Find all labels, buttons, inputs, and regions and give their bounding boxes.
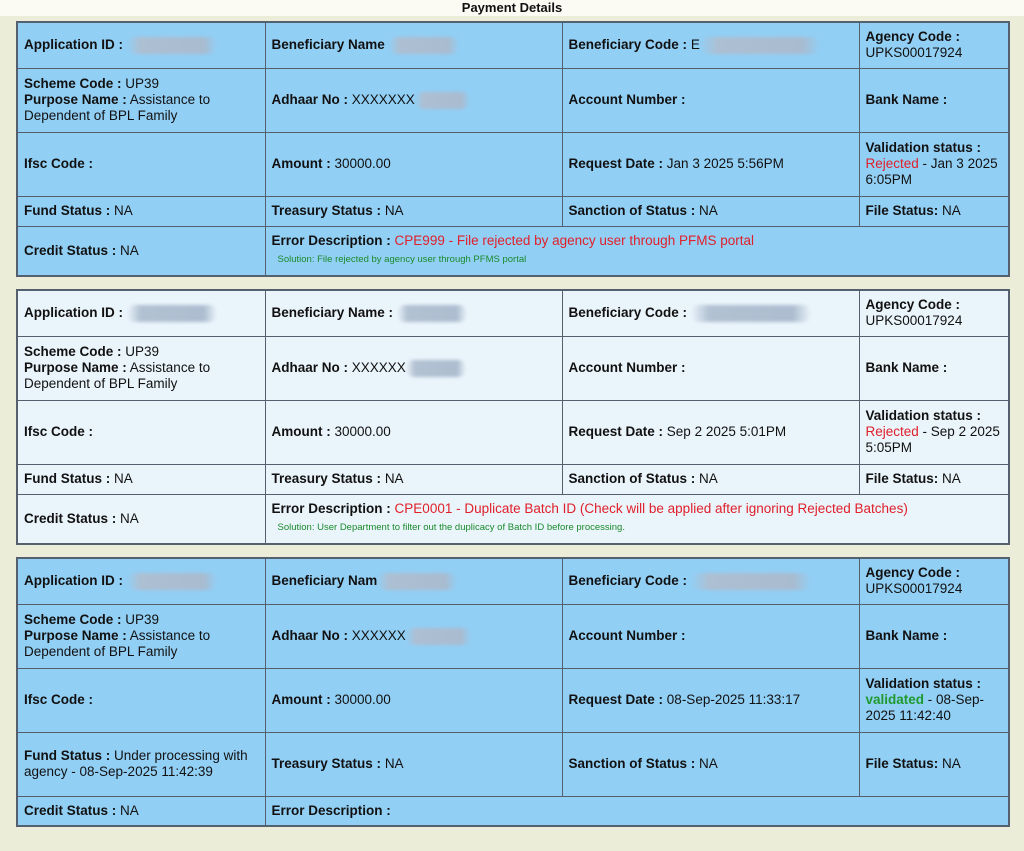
bank-name-cell: Bank Name : bbox=[859, 68, 1009, 132]
beneficiary-code-cell: Beneficiary Code : bbox=[562, 558, 859, 604]
redacted-adhaar bbox=[406, 628, 471, 645]
sanction-status-cell: Sanction of Status : NA bbox=[562, 196, 859, 226]
amount-cell: Amount : 30000.00 bbox=[265, 132, 562, 196]
agency-code-cell: Agency Code : UPKS00017924 bbox=[859, 290, 1009, 336]
application-id-cell: Application ID : bbox=[17, 290, 265, 336]
redacted-beneficiary-code bbox=[691, 305, 811, 322]
redacted-beneficiary-name bbox=[389, 37, 459, 54]
redacted-application-id bbox=[127, 37, 217, 54]
sanction-status-cell: Sanction of Status : NA bbox=[562, 732, 859, 796]
request-date-cell: Request Date : Sep 2 2025 5:01PM bbox=[562, 400, 859, 464]
credit-status-cell: Credit Status : NA bbox=[17, 494, 265, 544]
file-status-cell: File Status: NA bbox=[859, 464, 1009, 494]
validation-state: validated bbox=[865, 692, 925, 707]
solution-text: Solution: File rejected by agency user through PFMS portal bbox=[277, 254, 527, 266]
page-title: Payment Details bbox=[0, 0, 1024, 16]
validation-state: Rejected bbox=[865, 156, 919, 171]
payment-table bbox=[16, 21, 1010, 277]
error-description-cell: Error Description : bbox=[265, 796, 1009, 826]
error-text: CPE0001 - Duplicate Batch ID (Check will be applied after ignoring Rejected Batches) bbox=[394, 501, 908, 517]
solution-text: Solution: User Department to filter out the duplicacy of Batch ID before processing. bbox=[277, 522, 625, 534]
scheme-purpose-cell: Scheme Code : UP39 Purpose Name : Assistance to Dependent of BPL Family bbox=[17, 604, 265, 668]
payment-record-3 bbox=[16, 557, 1008, 827]
error-description-cell: Error Description : CPE999 - File rejected by agency user through PFMS portal Solution: File rejected by agency user through PFMS portal bbox=[265, 226, 1009, 276]
redacted-adhaar bbox=[415, 92, 470, 109]
agency-code-cell: Agency Code : UPKS00017924 bbox=[859, 22, 1009, 68]
file-status-cell: File Status: NA bbox=[859, 196, 1009, 226]
payment-table bbox=[16, 557, 1010, 827]
fund-status-cell: Fund Status : Under processing with agency - 08-Sep-2025 11:42:39 bbox=[17, 732, 265, 796]
account-number-cell: Account Number : bbox=[562, 604, 859, 668]
validation-status-cell: Validation status : validated - 08-Sep-2025 11:42:40 bbox=[859, 668, 1009, 732]
redacted-beneficiary-code bbox=[691, 573, 811, 590]
payment-record-2 bbox=[16, 289, 1008, 545]
request-date-cell: Request Date : 08-Sep-2025 11:33:17 bbox=[562, 668, 859, 732]
application-id-cell: Application ID : bbox=[17, 558, 265, 604]
redacted-application-id bbox=[127, 305, 217, 322]
agency-code-cell: Agency Code : UPKS00017924 bbox=[859, 558, 1009, 604]
payment-table bbox=[16, 289, 1010, 545]
validation-status-cell: Validation status : Rejected - Jan 3 2025 6:05PM bbox=[859, 132, 1009, 196]
scheme-purpose-cell: Scheme Code : UP39 Purpose Name : Assistance to Dependent of BPL Family bbox=[17, 336, 265, 400]
redacted-adhaar bbox=[406, 360, 466, 377]
redacted-beneficiary-name bbox=[377, 573, 457, 590]
adhaar-cell: Adhaar No : XXXXXXX bbox=[265, 68, 562, 132]
credit-status-cell: Credit Status : NA bbox=[17, 226, 265, 276]
fund-status-cell: Fund Status : NA bbox=[17, 464, 265, 494]
fund-status-cell: Fund Status : NA bbox=[17, 196, 265, 226]
beneficiary-name-cell: Beneficiary Nam bbox=[265, 558, 562, 604]
beneficiary-name-cell: Beneficiary Name bbox=[265, 22, 562, 68]
adhaar-cell: Adhaar No : XXXXXX bbox=[265, 604, 562, 668]
bank-name-cell: Bank Name : bbox=[859, 604, 1009, 668]
treasury-status-cell: Treasury Status : NA bbox=[265, 464, 562, 494]
redacted-application-id bbox=[127, 573, 217, 590]
sanction-status-cell: Sanction of Status : NA bbox=[562, 464, 859, 494]
request-date-cell: Request Date : Jan 3 2025 5:56PM bbox=[562, 132, 859, 196]
payment-record-1 bbox=[16, 21, 1008, 277]
amount-cell: Amount : 30000.00 bbox=[265, 668, 562, 732]
credit-status-cell: Credit Status : NA bbox=[17, 796, 265, 826]
account-number-cell: Account Number : bbox=[562, 68, 859, 132]
beneficiary-code-cell: Beneficiary Code : E bbox=[562, 22, 859, 68]
ifsc-cell: Ifsc Code : bbox=[17, 132, 265, 196]
validation-state: Rejected bbox=[865, 424, 919, 439]
redacted-beneficiary-code bbox=[700, 37, 820, 54]
amount-cell: Amount : 30000.00 bbox=[265, 400, 562, 464]
bank-name-cell: Bank Name : bbox=[859, 336, 1009, 400]
beneficiary-name-cell: Beneficiary Name : bbox=[265, 290, 562, 336]
file-status-cell: File Status: NA bbox=[859, 732, 1009, 796]
adhaar-cell: Adhaar No : XXXXXX bbox=[265, 336, 562, 400]
beneficiary-code-cell: Beneficiary Code : bbox=[562, 290, 859, 336]
redacted-beneficiary-name bbox=[397, 305, 467, 322]
ifsc-cell: Ifsc Code : bbox=[17, 400, 265, 464]
treasury-status-cell: Treasury Status : NA bbox=[265, 196, 562, 226]
validation-status-cell: Validation status : Rejected - Sep 2 2025 5:05PM bbox=[859, 400, 1009, 464]
account-number-cell: Account Number : bbox=[562, 336, 859, 400]
ifsc-cell: Ifsc Code : bbox=[17, 668, 265, 732]
scheme-purpose-cell: Scheme Code : UP39 Purpose Name : Assistance to Dependent of BPL Family bbox=[17, 68, 265, 132]
application-id-cell: Application ID : bbox=[17, 22, 265, 68]
treasury-status-cell: Treasury Status : NA bbox=[265, 732, 562, 796]
error-text: CPE999 - File rejected by agency user through PFMS portal bbox=[394, 233, 754, 249]
error-description-cell: Error Description : CPE0001 - Duplicate Batch ID (Check will be applied after ignoring Rejected Batches) Solution: User Department to filter out the duplicacy of Batch ID before processing. bbox=[265, 494, 1009, 544]
